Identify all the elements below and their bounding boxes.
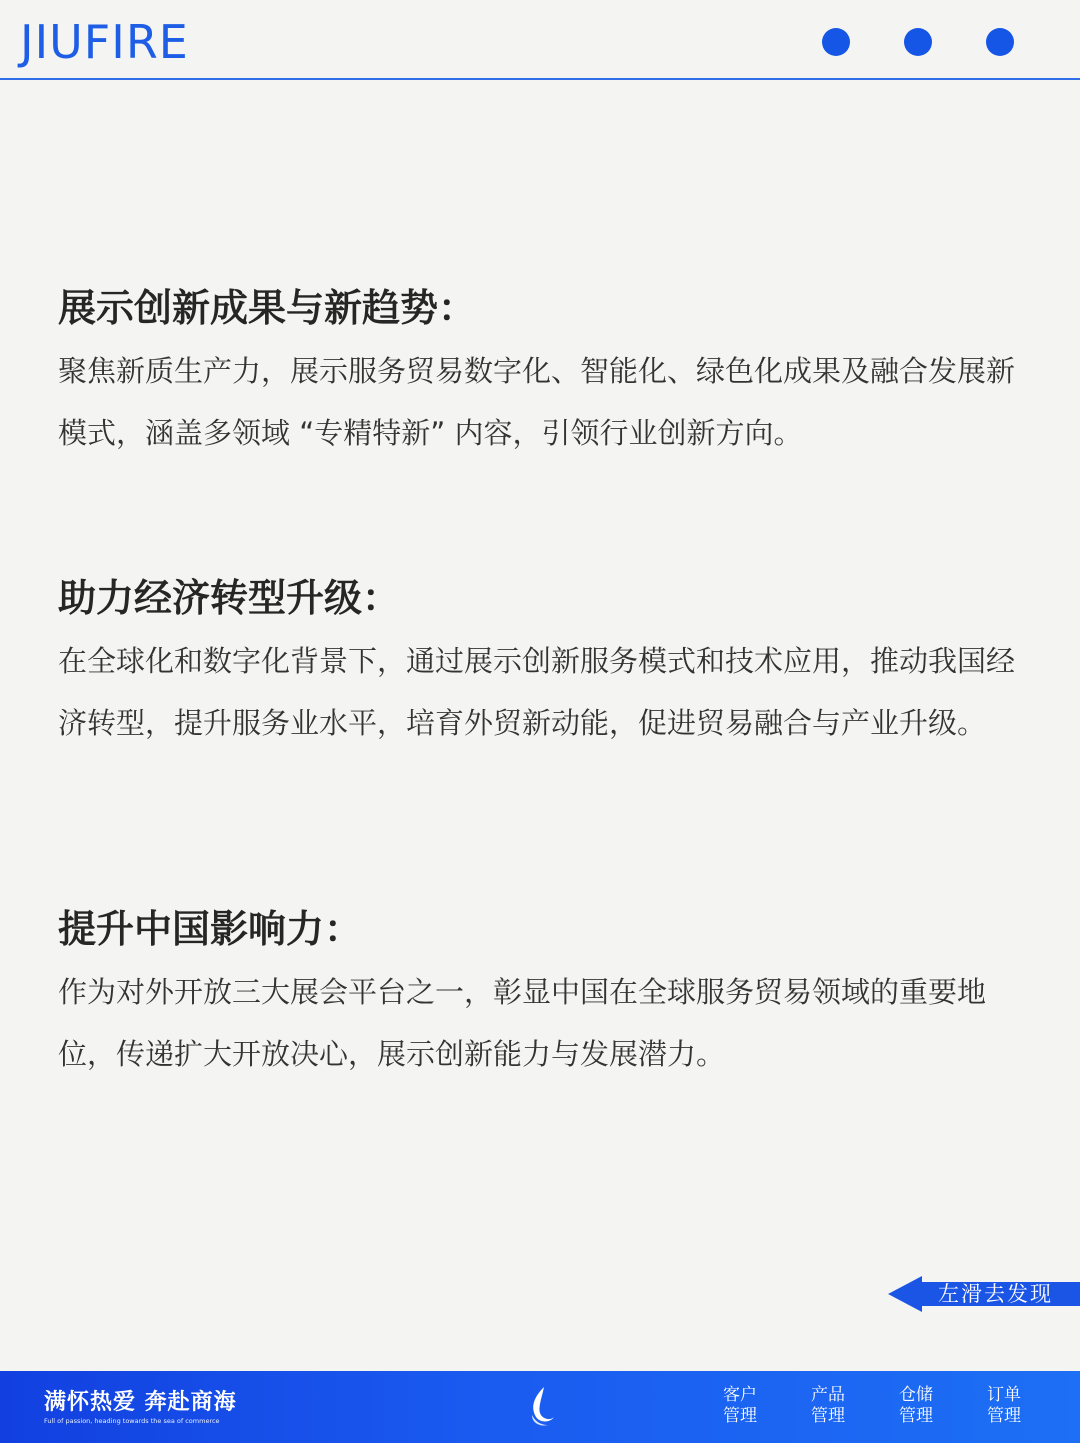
dot-icon [822, 28, 850, 56]
nav-item-label-line2: 管理 [811, 1406, 845, 1426]
footer-slogan [44, 1389, 237, 1426]
nav-item-label-line1: 仓储 [899, 1385, 933, 1405]
nav-item-product[interactable] [810, 1385, 846, 1427]
brand-logo-text: JIUFIRE [20, 15, 189, 69]
swipe-hint[interactable] [888, 1276, 1080, 1312]
section-innovation [58, 282, 1018, 464]
nav-item-warehouse[interactable] [898, 1385, 934, 1427]
section-economy [58, 572, 1018, 754]
nav-item-label-line1: 产品 [811, 1385, 845, 1405]
nav-item-order[interactable] [986, 1385, 1022, 1427]
section-influence [58, 903, 1018, 1085]
section-title: 助力经济转型升级： [58, 576, 401, 620]
nav-item-customer[interactable] [722, 1385, 758, 1427]
swipe-hint-label: 左滑去发现 [938, 1282, 1053, 1306]
section-body: 作为对外开放三大展会平台之一，彰显中国在全球服务贸易领域的重要地位，传递扩大开放决心，展示创新能力与发展潜力。 [58, 975, 987, 1071]
section-title: 提升中国影响力： [58, 907, 363, 951]
header-dots [822, 28, 1014, 56]
nav-item-label-line1: 客户 [723, 1385, 757, 1405]
nav-item-label-line2: 管理 [723, 1406, 757, 1426]
section-body: 在全球化和数字化背景下，通过展示创新服务模式和技术应用，推动我国经济转型，提升服务业水平，培育外贸新动能，促进贸易融合与产业升级。 [58, 644, 1016, 740]
section-title: 展示创新成果与新趋势： [58, 286, 477, 330]
header [0, 0, 1080, 80]
nav-item-label-line2: 管理 [899, 1406, 933, 1426]
flame-logo-icon [524, 1385, 558, 1429]
footer-nav [722, 1385, 1022, 1427]
dot-icon [986, 28, 1014, 56]
slogan-main: 满怀热爱 奔赴商海 [44, 1390, 237, 1415]
slogan-sub: Full of passion, heading towards the sea of commerce [44, 1417, 220, 1425]
dot-icon [904, 28, 932, 56]
arrow-left-icon [888, 1276, 922, 1312]
section-body: 聚焦新质生产力，展示服务贸易数字化、智能化、绿色化成果及融合发展新模式，涵盖多领域 “专精特新” 内容，引领行业创新方向。 [58, 354, 1016, 450]
nav-item-label-line1: 订单 [987, 1385, 1021, 1405]
nav-item-label-line2: 管理 [987, 1406, 1021, 1426]
footer-bar [0, 1371, 1080, 1443]
